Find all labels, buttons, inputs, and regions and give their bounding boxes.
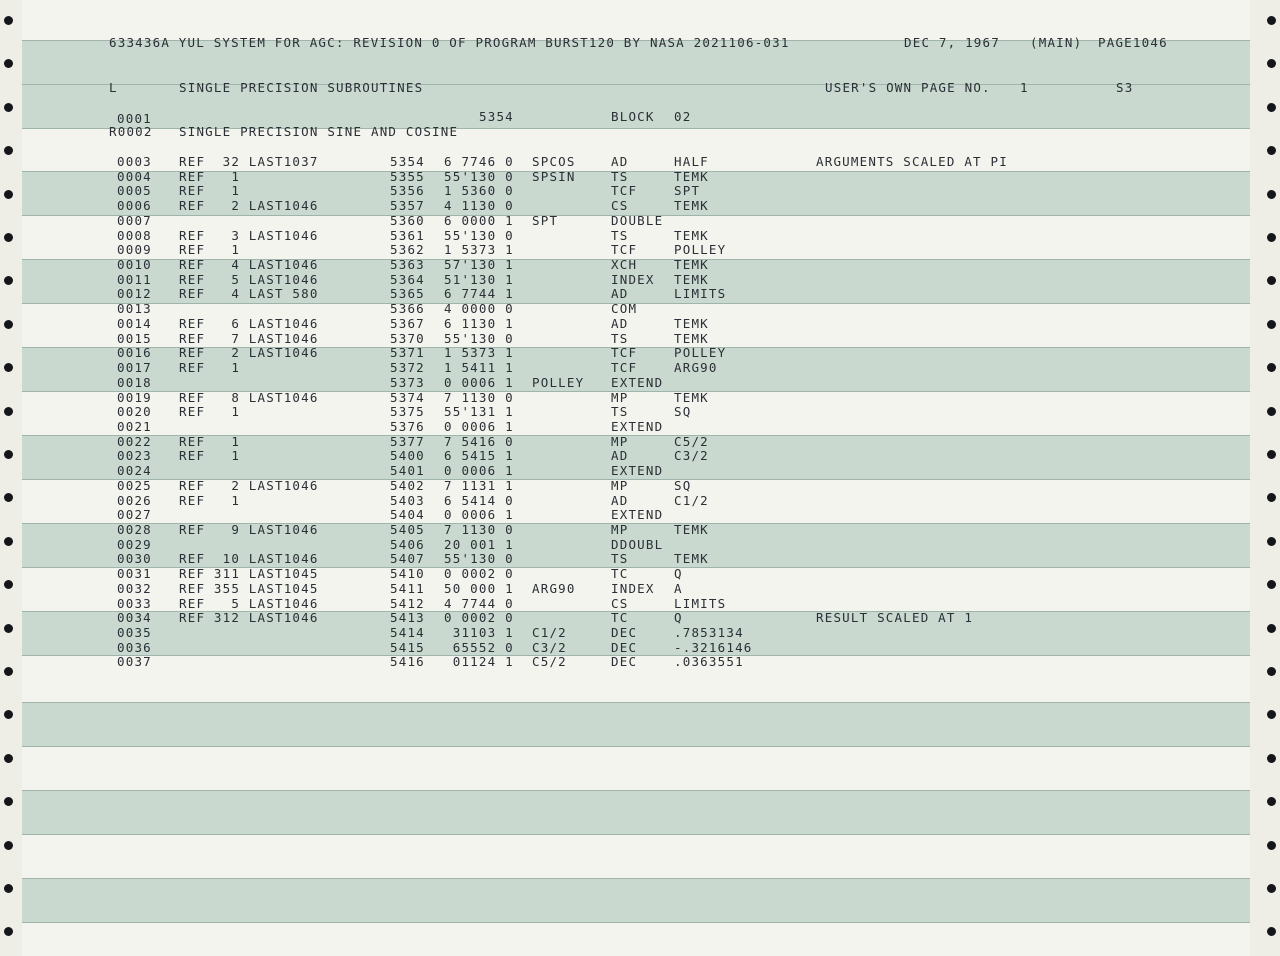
octal-code: 55'130 0: [444, 168, 514, 184]
octal-code: 20 001 1: [444, 536, 514, 552]
line-number: 0029: [117, 536, 152, 552]
feed-hole: [1267, 363, 1276, 372]
reference-field: REF 2 LAST1046: [179, 198, 319, 214]
octal-code: 0 0006 1: [444, 374, 514, 390]
opcode: TC: [611, 566, 629, 582]
reference-field: REF 1: [179, 448, 241, 464]
opcode: AD: [611, 154, 629, 169]
feed-hole: [4, 493, 13, 502]
operand: POLLEY: [674, 345, 727, 361]
reference-field: REF 5 LAST1046: [179, 271, 319, 287]
octal-code: 55'130 0: [444, 227, 514, 243]
feed-hole: [1267, 190, 1276, 199]
line-number: 0010: [117, 257, 152, 273]
opcode: DDOUBL: [611, 536, 664, 552]
feed-hole: [4, 754, 13, 763]
reference-field: REF 1: [179, 360, 241, 376]
operand: TEMK: [674, 168, 709, 184]
octal-code: 55'130 0: [444, 551, 514, 567]
feed-hole: [4, 927, 13, 936]
reference-field: REF 4 LAST1046: [179, 257, 319, 273]
address-field: 5410: [390, 566, 425, 582]
address-field: 5354: [390, 154, 425, 169]
opcode: TS: [611, 227, 629, 243]
feed-hole: [1267, 754, 1276, 763]
address-field: 5402: [390, 477, 425, 493]
feed-hole: [4, 450, 13, 459]
remark-text: SINGLE PRECISION SINE AND COSINE: [179, 124, 459, 139]
address-field: 5411: [390, 580, 425, 596]
tractor-feed-holes-left: [0, 0, 22, 956]
reference-field: REF 1: [179, 404, 241, 420]
comment-text: ARGUMENTS SCALED AT PI: [816, 154, 1008, 169]
feed-hole: [1267, 320, 1276, 329]
operand: Q: [674, 566, 683, 582]
operand: POLLEY: [674, 242, 727, 258]
line-number: 0018: [117, 374, 152, 390]
opcode: DOUBLE: [611, 212, 664, 228]
line-number: 0005: [117, 183, 152, 199]
opcode: TC: [611, 610, 629, 626]
line-number: 0019: [117, 389, 152, 405]
octal-code: 6 1130 1: [444, 315, 514, 331]
feed-hole: [4, 537, 13, 546]
feed-hole: [1267, 276, 1276, 285]
reference-field: REF 1: [179, 433, 241, 449]
opcode: TS: [611, 551, 629, 567]
line-number: 0013: [117, 301, 152, 317]
feed-hole: [4, 16, 13, 25]
opcode: EXTEND: [611, 374, 664, 390]
line-number: 0034: [117, 610, 152, 626]
octal-code: 1 5373 1: [444, 242, 514, 258]
address-field: 5401: [390, 463, 425, 479]
feed-hole: [1267, 667, 1276, 676]
address-field: 5405: [390, 522, 425, 537]
opcode: INDEX: [611, 580, 655, 596]
feed-hole: [1267, 59, 1276, 68]
feed-hole: [4, 276, 13, 285]
feed-hole: [4, 407, 13, 416]
opcode: TCF: [611, 242, 638, 258]
feed-hole: [1267, 580, 1276, 589]
octal-code: 1 5373 1: [444, 345, 514, 361]
operand: TEMK: [674, 522, 709, 537]
feed-hole: [4, 190, 13, 199]
reference-field: REF 355 LAST1045: [179, 580, 319, 596]
operand: A: [674, 580, 683, 596]
address-field: 5363: [390, 257, 425, 273]
octal-code: 6 5415 1: [444, 448, 514, 464]
line-number: 0026: [117, 492, 152, 508]
block-value: 02: [674, 109, 692, 124]
remark-number: R0002: [109, 124, 153, 139]
feed-hole: [1267, 797, 1276, 806]
opcode: MP: [611, 433, 629, 449]
reference-field: REF 3 LAST1046: [179, 227, 319, 243]
reference-field: REF 1: [179, 168, 241, 184]
line-number: 0023: [117, 448, 152, 464]
symbol-label: SPSIN: [532, 168, 576, 184]
feed-hole: [1267, 233, 1276, 242]
section-marker: L: [109, 80, 118, 95]
octal-code: 7 1130 0: [444, 522, 514, 537]
opcode: INDEX: [611, 271, 655, 287]
block-label: BLOCK: [611, 109, 655, 124]
feed-hole: [1267, 624, 1276, 633]
reference-field: REF 8 LAST1046: [179, 389, 319, 405]
opcode: EXTEND: [611, 418, 664, 434]
operand: TEMK: [674, 271, 709, 287]
feed-hole: [4, 797, 13, 806]
reference-field: REF 1: [179, 183, 241, 199]
octal-code: 6 5414 0: [444, 492, 514, 508]
octal-code: 7 1131 1: [444, 477, 514, 493]
operand: TEMK: [674, 315, 709, 331]
line-number: 0030: [117, 551, 152, 567]
reference-field: REF 1: [179, 492, 241, 508]
octal-code: 7 1130 0: [444, 389, 514, 405]
octal-code: 6 7746 0: [444, 154, 514, 169]
symbol-label: ARG90: [532, 580, 576, 596]
opcode: CS: [611, 595, 629, 611]
comment-text: RESULT SCALED AT 1: [816, 610, 974, 626]
opcode: AD: [611, 492, 629, 508]
line-number: 0014: [117, 315, 152, 331]
line-number: 0036: [117, 639, 152, 655]
line-number: 0004: [117, 168, 152, 184]
address-field: 5377: [390, 433, 425, 449]
operand: TEMK: [674, 257, 709, 273]
address-field: 5406: [390, 536, 425, 552]
operand: TEMK: [674, 227, 709, 243]
block-address: 5354: [479, 109, 514, 124]
reference-field: REF 2 LAST1046: [179, 477, 319, 493]
line-number: 0017: [117, 360, 152, 376]
feed-hole: [4, 667, 13, 676]
octal-code: 55'130 0: [444, 330, 514, 346]
address-field: 5372: [390, 360, 425, 376]
octal-code: 31103 1: [444, 625, 514, 641]
green-band: [22, 702, 1250, 747]
line-number: 0028: [117, 522, 152, 537]
address-field: 5366: [390, 301, 425, 317]
octal-code: 0 0006 1: [444, 418, 514, 434]
address-field: 5355: [390, 168, 425, 184]
line-number: 0003: [117, 154, 152, 169]
line-number: 0024: [117, 463, 152, 479]
address-field: 5376: [390, 418, 425, 434]
opcode: MP: [611, 477, 629, 493]
line-number: 0016: [117, 345, 152, 361]
feed-hole: [4, 320, 13, 329]
symbol-label: POLLEY: [532, 374, 585, 390]
address-field: 5404: [390, 507, 425, 523]
reference-field: REF 32 LAST1037: [179, 154, 319, 169]
opcode: MP: [611, 389, 629, 405]
opcode: COM: [611, 301, 638, 317]
octal-code: 51'130 1: [444, 271, 514, 287]
line-number: 0015: [117, 330, 152, 346]
line-number: 0022: [117, 433, 152, 449]
line-number: 0011: [117, 271, 152, 287]
operand: .7853134: [674, 625, 744, 641]
feed-hole: [1267, 407, 1276, 416]
opcode: MP: [611, 522, 629, 537]
octal-code: 50 000 1: [444, 580, 514, 596]
address-field: 5373: [390, 374, 425, 390]
feed-hole: [4, 103, 13, 112]
opcode: TS: [611, 404, 629, 420]
feed-hole: [1267, 884, 1276, 893]
address-field: 5403: [390, 492, 425, 508]
address-field: 5416: [390, 654, 425, 670]
opcode: EXTEND: [611, 463, 664, 479]
reference-field: REF 4 LAST 580: [179, 286, 319, 302]
operand: TEMK: [674, 198, 709, 214]
feed-hole: [1267, 450, 1276, 459]
line-number: 0008: [117, 227, 152, 243]
operand: -.3216146: [674, 639, 753, 655]
feed-hole: [1267, 146, 1276, 155]
line-number: 0031: [117, 566, 152, 582]
address-field: 5414: [390, 625, 425, 641]
octal-code: 65552 0: [444, 639, 514, 655]
reference-field: REF 2 LAST1046: [179, 345, 319, 361]
line-number: 0007: [117, 212, 152, 228]
opcode: TCF: [611, 183, 638, 199]
feed-hole: [1267, 710, 1276, 719]
opcode: DEC: [611, 625, 638, 641]
octal-code: 01124 1: [444, 654, 514, 670]
octal-code: 4 7744 0: [444, 595, 514, 611]
feed-hole: [1267, 841, 1276, 850]
operand: SQ: [674, 404, 692, 420]
address-field: 5356: [390, 183, 425, 199]
opcode: CS: [611, 198, 629, 214]
octal-code: 55'131 1: [444, 404, 514, 420]
octal-code: 7 5416 0: [444, 433, 514, 449]
address-field: 5413: [390, 610, 425, 626]
octal-code: 1 5360 0: [444, 183, 514, 199]
octal-code: 4 1130 0: [444, 198, 514, 214]
opcode: TS: [611, 330, 629, 346]
reference-field: REF 1: [179, 242, 241, 258]
operand: TEMK: [674, 389, 709, 405]
operand: HALF: [674, 154, 709, 169]
address-field: 5362: [390, 242, 425, 258]
line-number: 0006: [117, 198, 152, 214]
operand: ARG90: [674, 360, 718, 376]
opcode: EXTEND: [611, 507, 664, 523]
line-number: 0027: [117, 507, 152, 523]
operand: Q: [674, 610, 683, 626]
octal-code: 4 0000 0: [444, 301, 514, 317]
reference-field: REF 10 LAST1046: [179, 551, 319, 567]
symbol-label: SPCOS: [532, 154, 576, 169]
address-field: 5357: [390, 198, 425, 214]
symbol-label: SPT: [532, 212, 559, 228]
address-field: 5400: [390, 448, 425, 464]
address-field: 5412: [390, 595, 425, 611]
feed-hole: [4, 624, 13, 633]
feed-hole: [4, 363, 13, 372]
address-field: 5407: [390, 551, 425, 567]
operand: LIMITS: [674, 595, 727, 611]
address-field: 5374: [390, 389, 425, 405]
line-number: 0032: [117, 580, 152, 596]
feed-hole: [4, 59, 13, 68]
tractor-feed-holes-right: [1258, 0, 1280, 956]
users-page-number: 1: [1020, 80, 1029, 95]
feed-hole: [1267, 16, 1276, 25]
line-number: 0033: [117, 595, 152, 611]
line-number: 0025: [117, 477, 152, 493]
symbol-label: C3/2: [532, 639, 567, 655]
opcode: TCF: [611, 360, 638, 376]
feed-hole: [4, 233, 13, 242]
green-band: [22, 878, 1250, 923]
line-number: 0012: [117, 286, 152, 302]
line-number: 0001: [117, 111, 152, 126]
address-field: 5365: [390, 286, 425, 302]
line-number: 0037: [117, 654, 152, 670]
print-date: DEC 7, 1967: [904, 35, 1000, 50]
printout-sheet: [22, 0, 1250, 956]
octal-code: 0 0002 0: [444, 610, 514, 626]
operand: SPT: [674, 183, 701, 199]
address-field: 5367: [390, 315, 425, 331]
section-title: SINGLE PRECISION SUBROUTINES: [179, 80, 424, 95]
users-page-label: USER'S OWN PAGE NO.: [825, 80, 991, 95]
opcode: AD: [611, 286, 629, 302]
feed-hole: [1267, 103, 1276, 112]
operand: SQ: [674, 477, 692, 493]
line-number: 0035: [117, 625, 152, 641]
address-field: 5375: [390, 404, 425, 420]
feed-hole: [4, 884, 13, 893]
operand: C1/2: [674, 492, 709, 508]
reference-field: REF 312 LAST1046: [179, 610, 319, 626]
opcode: DEC: [611, 654, 638, 670]
feed-hole: [4, 710, 13, 719]
octal-code: 6 0000 1: [444, 212, 514, 228]
octal-code: 1 5411 1: [444, 360, 514, 376]
operand: TEMK: [674, 330, 709, 346]
operand: TEMK: [674, 551, 709, 567]
operand: .0363551: [674, 654, 744, 670]
address-field: 5361: [390, 227, 425, 243]
line-number: 0009: [117, 242, 152, 258]
operand: C5/2: [674, 433, 709, 449]
feed-hole: [4, 146, 13, 155]
feed-hole: [1267, 493, 1276, 502]
sheet-id: S3: [1116, 80, 1134, 95]
print-mode: (MAIN): [1030, 35, 1083, 50]
octal-code: 0 0006 1: [444, 463, 514, 479]
address-field: 5370: [390, 330, 425, 346]
feed-hole: [4, 841, 13, 850]
feed-hole: [4, 580, 13, 589]
green-band: [22, 790, 1250, 835]
address-field: 5364: [390, 271, 425, 287]
opcode: AD: [611, 448, 629, 464]
job-line: 633436A YUL SYSTEM FOR AGC: REVISION 0 OF PROGRAM BURST120 BY NASA 2021106-031: [109, 35, 790, 50]
reference-field: REF 311 LAST1045: [179, 566, 319, 582]
octal-code: 0 0002 0: [444, 566, 514, 582]
opcode: TS: [611, 168, 629, 184]
opcode: TCF: [611, 345, 638, 361]
line-number: 0020: [117, 404, 152, 420]
octal-code: 57'130 1: [444, 257, 514, 273]
opcode: AD: [611, 315, 629, 331]
operand: C3/2: [674, 448, 709, 464]
reference-field: REF 6 LAST1046: [179, 315, 319, 331]
reference-field: REF 5 LAST1046: [179, 595, 319, 611]
line-number: 0021: [117, 418, 152, 434]
address-field: 5415: [390, 639, 425, 655]
address-field: 5371: [390, 345, 425, 361]
symbol-label: C1/2: [532, 625, 567, 641]
feed-hole: [1267, 927, 1276, 936]
reference-field: REF 7 LAST1046: [179, 330, 319, 346]
symbol-label: C5/2: [532, 654, 567, 670]
opcode: XCH: [611, 257, 638, 273]
feed-hole: [1267, 537, 1276, 546]
octal-code: 0 0006 1: [444, 507, 514, 523]
reference-field: REF 9 LAST1046: [179, 522, 319, 537]
opcode: DEC: [611, 639, 638, 655]
octal-code: 6 7744 1: [444, 286, 514, 302]
address-field: 5360: [390, 212, 425, 228]
operand: LIMITS: [674, 286, 727, 302]
page-number: PAGE1046: [1098, 35, 1168, 50]
